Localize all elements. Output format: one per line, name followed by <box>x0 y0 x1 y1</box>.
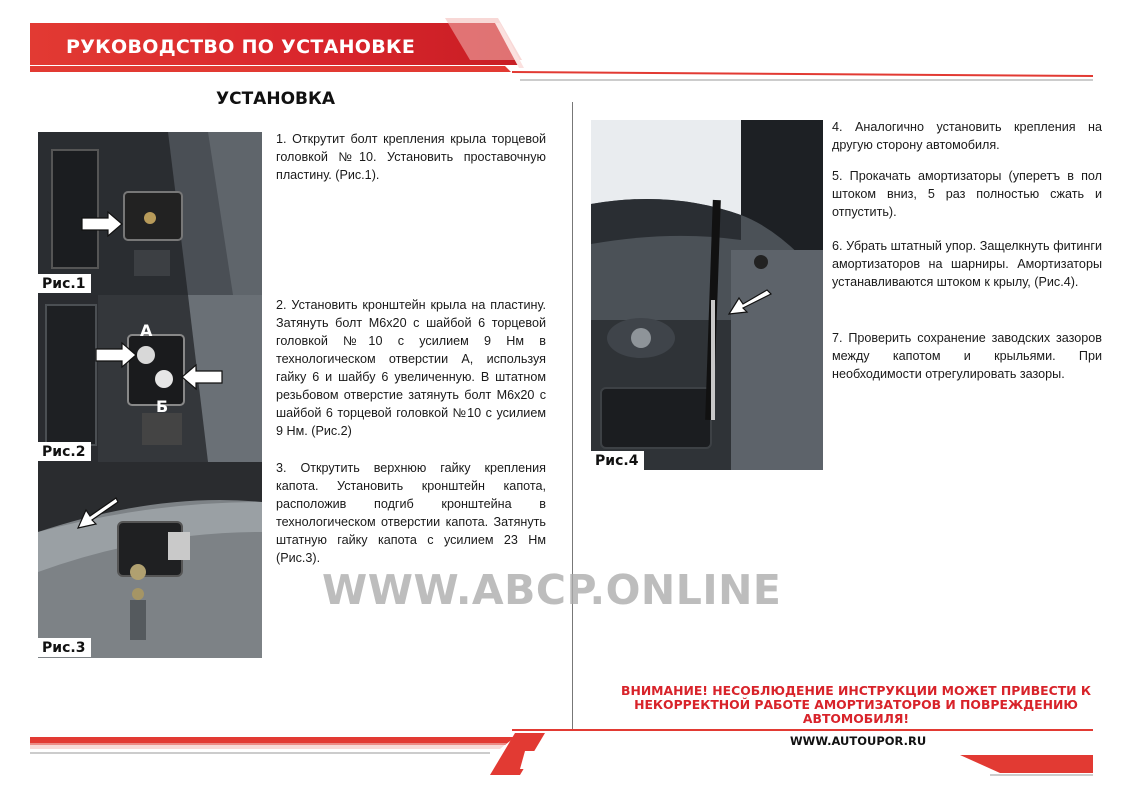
figure-1-caption: Рис.1 <box>38 274 91 293</box>
fender-bolt-image <box>38 132 262 295</box>
footer-banner <box>0 725 1132 785</box>
step-5-text: 5. Прокачать амортизаторы (уперетъ в пол штоком вниз, 5 раз полностью сжать и отпустить). <box>832 169 1102 219</box>
figure-3-caption: Рис.3 <box>38 638 91 657</box>
step-6-text: 6. Убрать штатный упор. Защелкнуть фитинги амортизаторов на шарниры. Амортизаторы устанавливаются штоком к крылу, (Рис.4). <box>832 239 1102 289</box>
step-3-text: 3. Открутить верхнюю гайку крепления капота. Установить кронштейн капота, расположив подгиб кронштейна в технологическом отверстии капота. Затянуть штатную гайку капота с усилием 23 Нм (Рис.3). <box>276 461 546 565</box>
figure-2-caption: Рис.2 <box>38 442 91 461</box>
hole-label-b: Б <box>156 397 169 416</box>
step-1-text: 1. Открутит болт крепления крыла торцевой головкой №10. Установить проставочную пластину. (Рис.1). <box>276 132 546 182</box>
figure-1-photo <box>38 132 262 295</box>
watermark: WWW.ABCP.ONLINE <box>322 566 782 614</box>
figure-4-caption: Рис.4 <box>591 451 644 470</box>
step-7-text: 7. Проверить сохранение заводских зазоров между капотом и крыльями. При необходимости отрегулировать зазоры. <box>832 331 1102 381</box>
figure-4-photo <box>591 120 823 470</box>
warning-notice: ВНИМАНИЕ! НЕСОБЛЮДЕНИЕ ИНСТРУКЦИИ МОЖЕТ ПРИВЕСТИ К НЕКОРРЕКТНОЙ РАБОТЕ АМОРТИЗАТОРОВ И ПОВРЕЖДЕНИЮ АВТОМОБИЛЯ! <box>621 683 1091 726</box>
figure-3-photo <box>38 462 262 658</box>
header-title: РУКОВОДСТВО ПО УСТАНОВКЕ <box>66 36 416 58</box>
step-2-text: 2. Установить кронштейн крыла на пластину. Затянуть болт М6х20 с шайбой 6 торцевой головкой №10 с усилием 9 Нм в технологическом отверстии А, используя гайку 6 и шайбу 6 увеличенную. В штатном резьбовом отверстие затянуть болт М6х20 с шайбой 6 торцевой головкой №10 с усилием 9 Нм. (Рис.2) <box>276 298 546 438</box>
figure-2-photo <box>38 295 262 462</box>
step-4-text: 4. Аналогично установить крепления на другую сторону автомобиля. <box>832 120 1102 152</box>
section-title: УСТАНОВКА <box>216 89 336 109</box>
hole-label-a: А <box>140 321 153 340</box>
hood-bracket-image <box>38 462 262 658</box>
gas-strut-image <box>591 120 823 470</box>
footer-website[interactable]: WWW.AUTOUPOR.RU <box>790 734 927 748</box>
column-divider <box>572 102 573 730</box>
